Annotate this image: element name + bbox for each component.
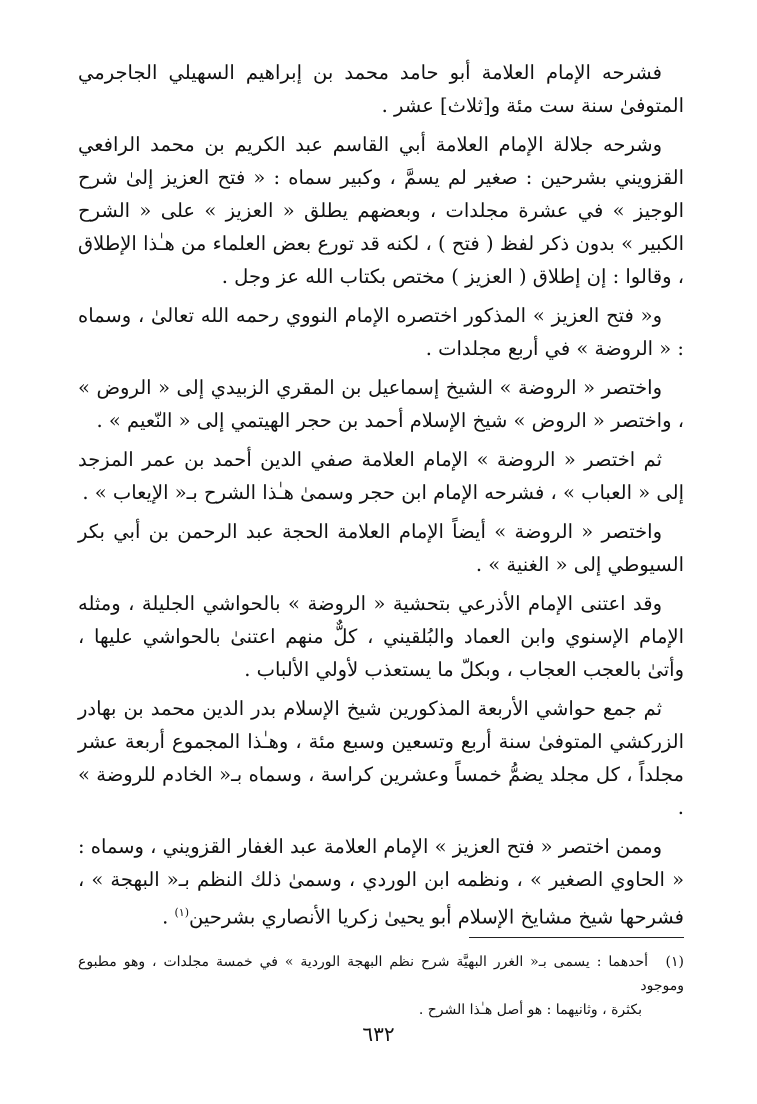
footnote-marker: (١) <box>665 954 684 970</box>
footnote-text-1: أحدهما : يسمى بـ« الغرر البهيَّة شرح نظم البهجة الوردية » في خمسة مجلدات ، وهو مطبوع وموجود <box>78 954 684 994</box>
page-number: ٦٣٢ <box>362 1022 395 1046</box>
paragraph: واختصر « الروضة » أيضاً الإمام العلامة الحجة عبد الرحمن بن أبي بكر السيوطي إلى « الغنية » . <box>78 520 684 576</box>
paragraph: واختصر « الروضة » الشيخ إسماعيل بن المقري الزبيدي إلى « الروض » ، واختصر « الروض » شيخ الإسلام أحمد بن حجر الهيتمي إلى « النّعيم » . <box>78 376 684 432</box>
paragraph-last <box>78 830 684 934</box>
footnote-line-1 <box>78 950 684 998</box>
paragraph: ثم جمع حواشي الأربعة المذكورين شيخ الإسلام بدر الدين محمد بن بهادر الزركشي المتوفىٰ سنة أربع وتسعين وسبع مئة ، وهـٰذا المجموع أربعة عشر مجلداً ، كل مجلد يضمُّ خمساً وعشرين كراسة ، وسماه بـ« الخادم للروضة » . <box>78 697 684 819</box>
footnote-line-2: بكثرة ، وثانيهما : هو أصل هـٰذا الشرح . <box>418 1002 642 1018</box>
paragraph: و« فتح العزيز » المذكور اختصره الإمام النووي رحمه الله تعالىٰ ، وسماه : « الروضة » في أربع مجلدات . <box>78 304 684 360</box>
paragraph: وشرحه جلالة الإمام العلامة أبي القاسم عبد الكريم بن محمد الرافعي القزويني بشرحين : صغير لم يسمَّ ، وكبير سماه : « فتح العزيز إلىٰ شرح الوجيز » في عشرة مجلدات ، وبعضهم يطلق « العزيز » على « الشرح الكبير » بدون ذكر لفظ ( فتح ) ، لكنه قد تورع بعض العلماء من هـٰذا الإطلاق ، وقالوا : إن إطلاق ( العزيز ) مختص بكتاب الله عز وجل . <box>78 133 684 288</box>
footnote-divider <box>469 937 684 938</box>
paragraph-last-end: . <box>162 905 175 929</box>
footnote-reference[interactable]: (١) <box>174 906 189 919</box>
paragraph: فشرحه الإمام العلامة أبو حامد محمد بن إبراهيم السهيلي الجاجرمي المتوفىٰ سنة ست مئة و[ثلاث] عشر . <box>78 61 684 117</box>
paragraph-last-text: وممن اختصر « فتح العزيز » الإمام العلامة عبد الغفار القزويني ، وسماه : « الحاوي الصغير » ، ونظمه ابن الوردي ، وسمىٰ ذلك النظم بـ« البهجة » ، فشرحها شيخ مشايخ الإسلام أبو يحيىٰ زكريا الأنصاري بشرحين <box>77 835 684 929</box>
paragraph: وقد اعتنى الإمام الأذرعي بتحشية « الروضة » بالحواشي الجليلة ، ومثله الإمام الإسنوي وابن العماد والبُلقيني ، كلٌّ منهم اعتنىٰ بالحواشي عليها ، وأتىٰ بالعجب العجاب ، وبكلّ ما يستعذب لأولي الألباب . <box>78 592 684 681</box>
main-text <box>78 56 684 934</box>
paragraph: ثم اختصر « الروضة » الإمام العلامة صفي الدين أحمد بن عمر المزجد إلى « العباب » ، فشرحه الإمام ابن حجر وسمىٰ هـٰذا الشرح بـ« الإيعاب » . <box>78 448 684 504</box>
footnote <box>78 950 684 1022</box>
